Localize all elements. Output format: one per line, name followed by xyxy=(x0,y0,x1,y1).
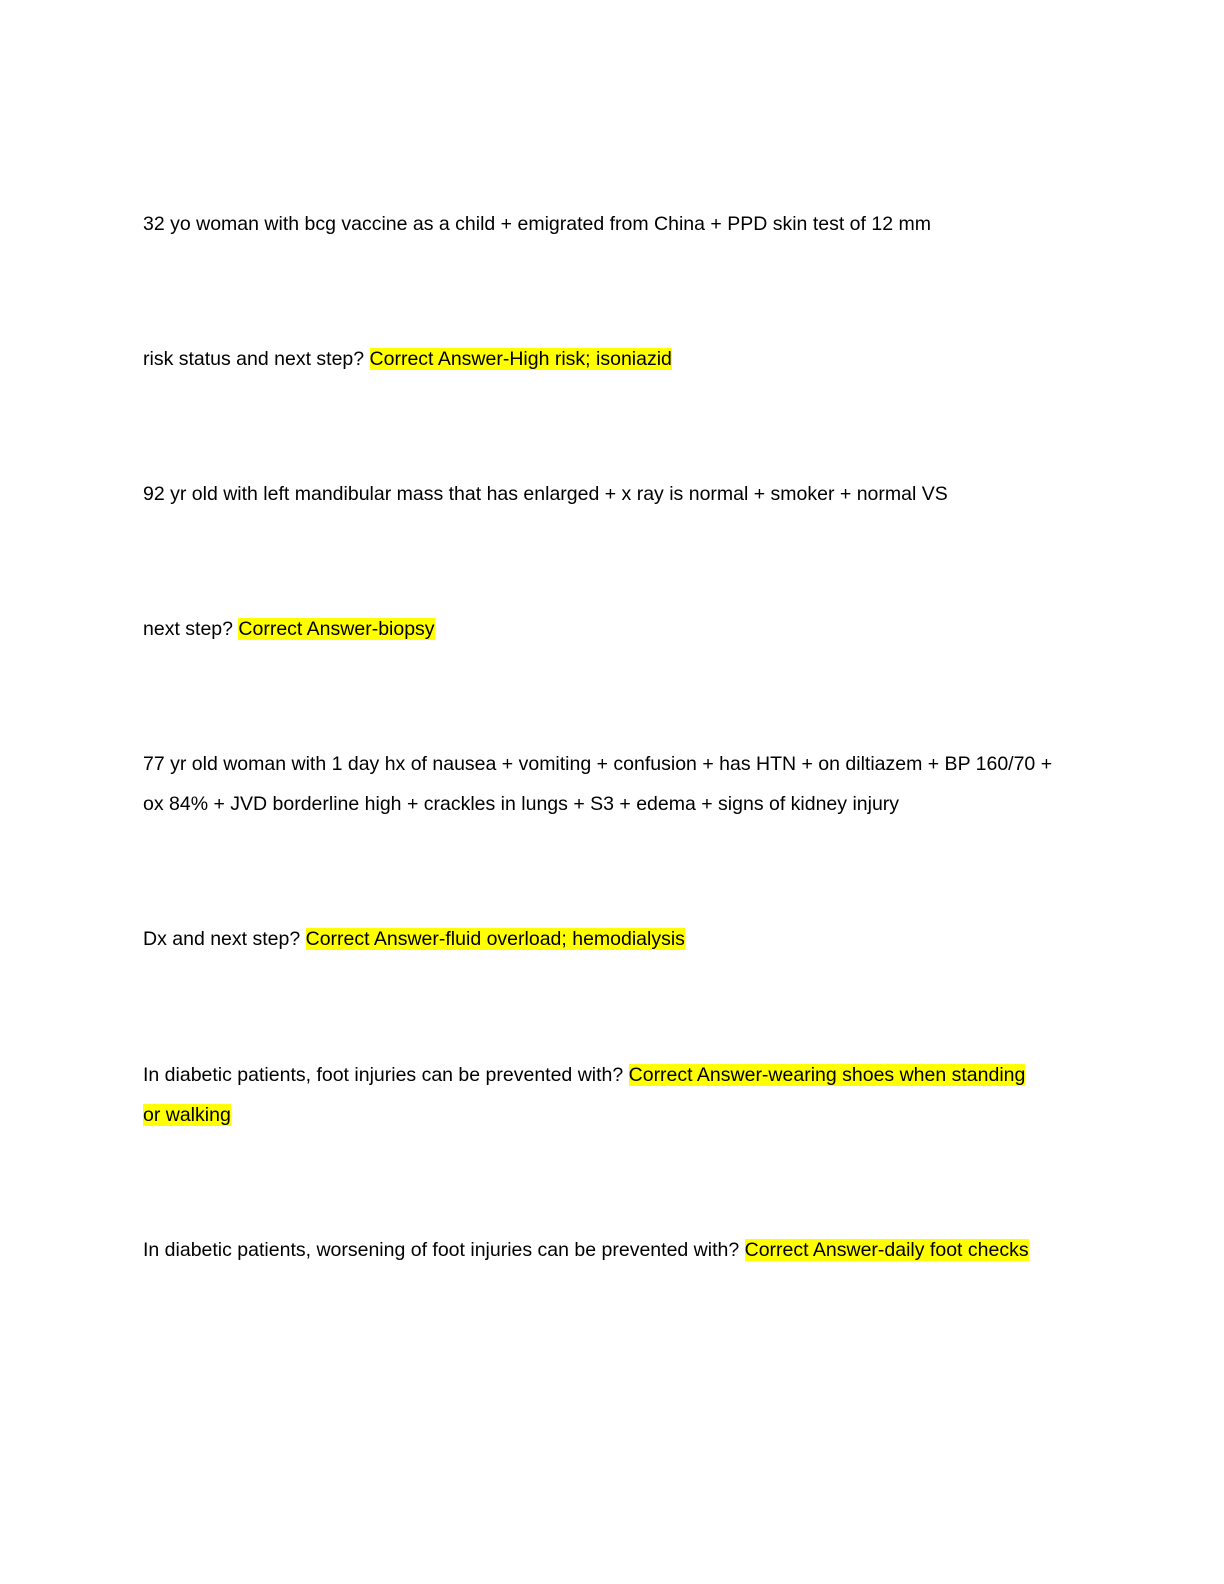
question-diabetic-prevention-line-2 xyxy=(143,1095,1093,1135)
question-text: next step? xyxy=(143,618,239,640)
question-text: In diabetic patients, worsening of foot injuries can be prevented with? xyxy=(143,1239,745,1261)
question-diabetic-prevention-line-1 xyxy=(143,1055,1093,1095)
highlighted-answer: Correct Answer-High risk; isoniazid xyxy=(369,348,672,370)
case-stem-fluid-text-1: 77 yr old woman with 1 day hx of nausea + vomiting + confusion + has HTN + on diltiazem + BP 160/70 + xyxy=(143,753,1053,775)
question-fluid-dx xyxy=(143,919,1093,959)
question-text: Dx and next step? xyxy=(143,928,306,950)
highlighted-answer: Correct Answer-wearing shoes when standing xyxy=(628,1064,1026,1086)
case-stem-fluid-text-2: ox 84% + JVD borderline high + crackles in lungs + S3 + edema + signs of kidney injury xyxy=(143,793,900,815)
question-tb-risk xyxy=(143,339,1093,379)
case-stem-fluid-line-2 xyxy=(143,784,1093,824)
highlighted-answer: Correct Answer-daily foot checks xyxy=(744,1239,1029,1261)
case-stem-mandibular-text: 92 yr old with left mandibular mass that has enlarged + x ray is normal + smoker + normal VS xyxy=(143,483,948,505)
highlighted-answer: Correct Answer-biopsy xyxy=(238,618,435,640)
case-stem-tb-text: 32 yo woman with bcg vaccine as a child + emigrated from China + PPD skin test of 12 mm xyxy=(143,213,931,235)
question-diabetic-worsening xyxy=(143,1230,1093,1270)
case-stem-fluid-line-1 xyxy=(143,744,1093,784)
highlighted-answer-continued: or walking xyxy=(143,1104,231,1126)
question-mandibular-next-step xyxy=(143,609,1093,649)
question-text: In diabetic patients, foot injuries can be prevented with? xyxy=(143,1064,629,1086)
question-text: risk status and next step? xyxy=(143,348,370,370)
case-stem-mandibular xyxy=(143,474,1093,514)
case-stem-tb xyxy=(143,204,1093,244)
highlighted-answer: Correct Answer-fluid overload; hemodialysis xyxy=(305,928,685,950)
